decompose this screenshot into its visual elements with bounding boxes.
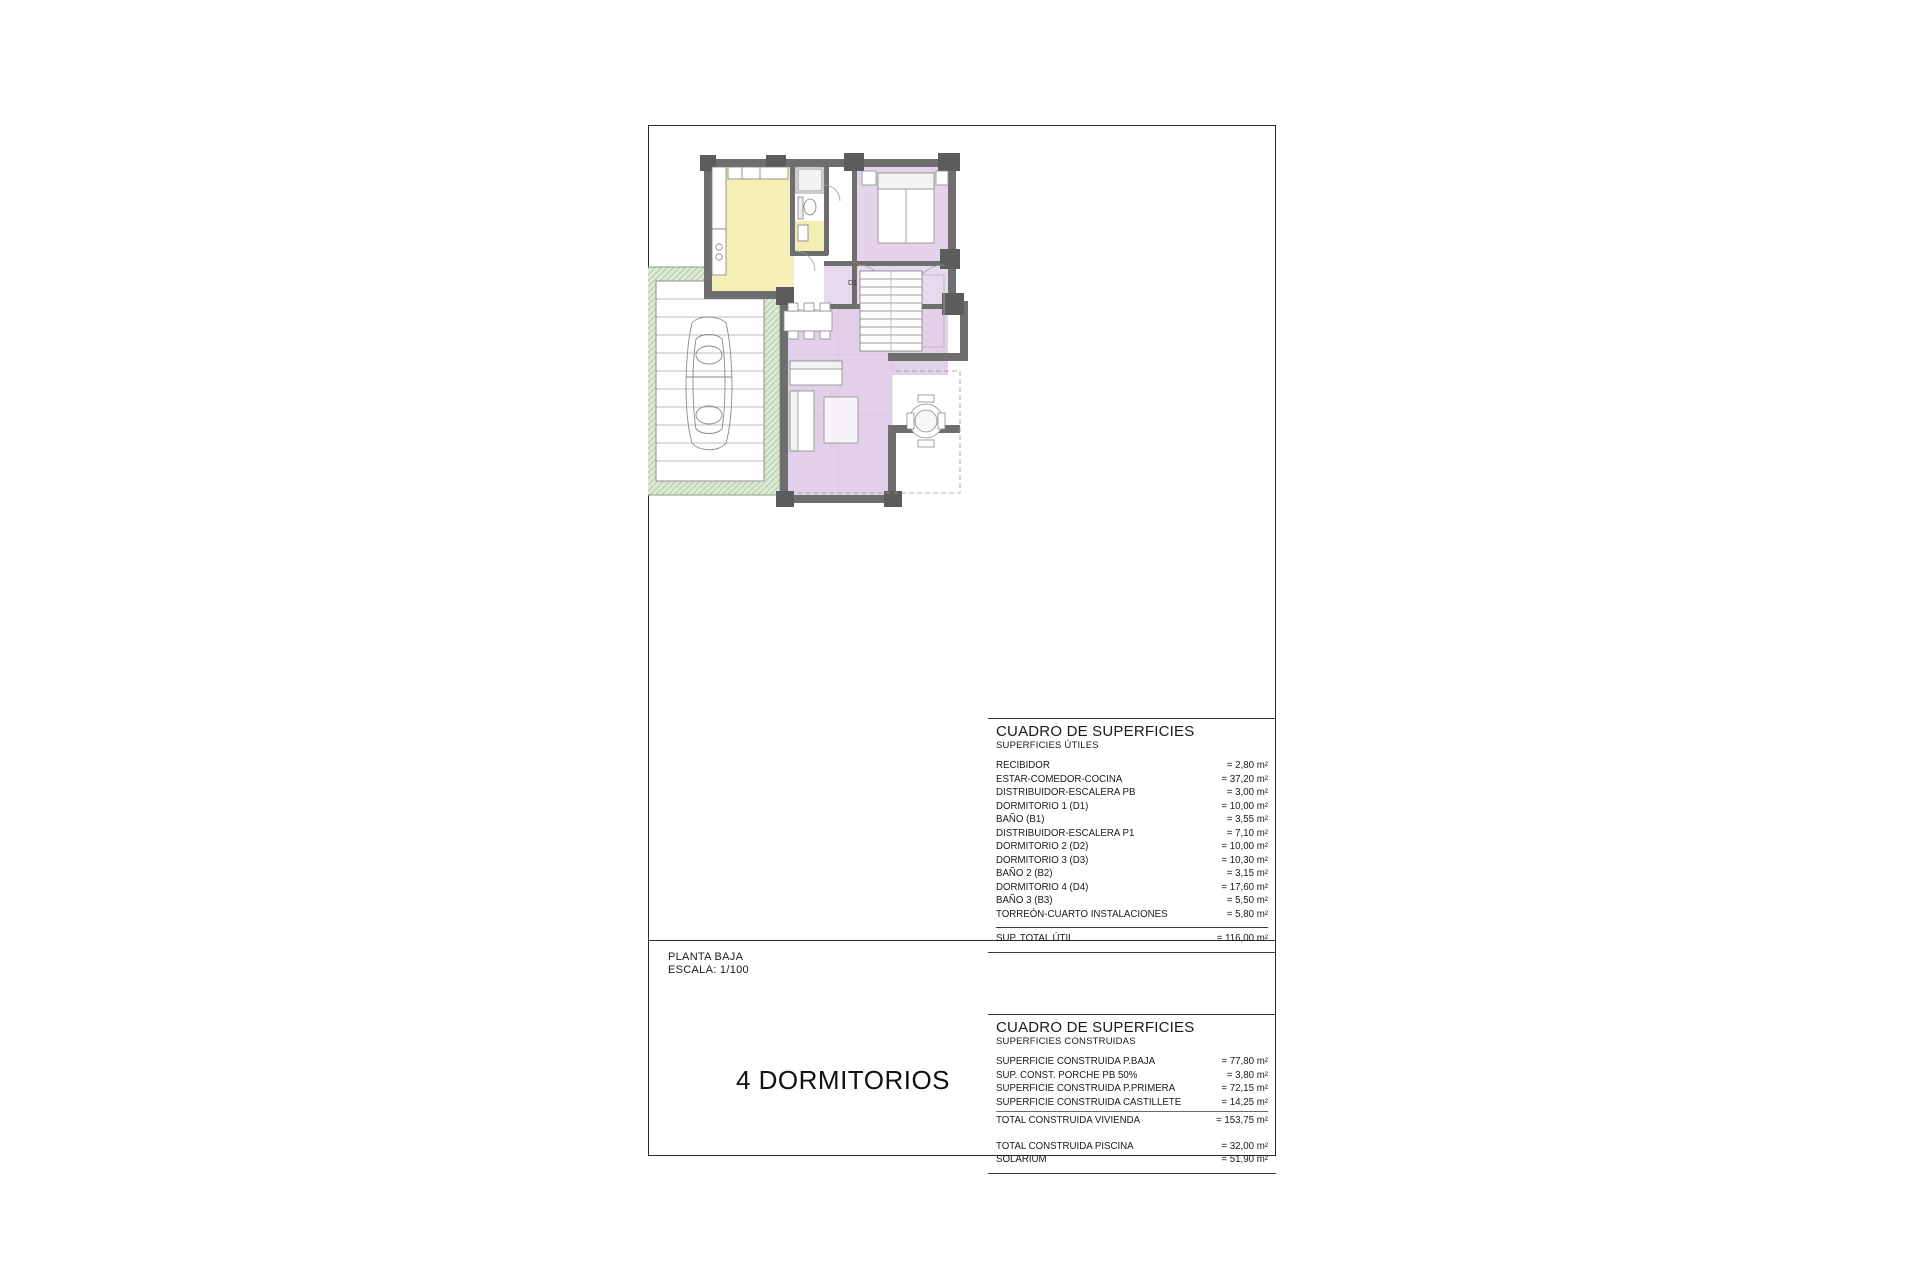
row-label: SUP. CONST. PORCHE PB 50% (996, 1069, 1138, 1081)
row-label: DORMITORIO 1 (D1) (996, 800, 1089, 812)
table-row (996, 881, 1268, 895)
row-label: SUPERFICIE CONSTRUIDA CASTILLETE (996, 1096, 1182, 1108)
table-row (996, 759, 1268, 773)
floor-plan-drawing (648, 125, 1276, 685)
row-label: BAÑO 3 (B3) (996, 895, 1053, 906)
row-value: = 3,55 m² (1226, 814, 1268, 825)
row-value: = 10,00 m² (1221, 800, 1268, 812)
plan-caption-line2: ESCALA: 1/100 (668, 964, 749, 976)
row-value: = 2,80 m² (1226, 760, 1268, 771)
row-label: TOTAL CONSTRUIDA PISCINA (996, 1140, 1134, 1152)
row-label: DISTRIBUIDOR-ESCALERA PB (996, 787, 1136, 798)
table-row (996, 786, 1268, 800)
row-value: = 10,30 m² (1221, 854, 1268, 866)
row-label: DISTRIBUIDOR-ESCALERA P1 (996, 827, 1135, 839)
table-row (996, 1096, 1268, 1110)
surface-table-useful (988, 718, 1276, 953)
table-row (996, 854, 1268, 868)
table-row (996, 908, 1268, 922)
surface-table-useful-title: CUADRO DE SUPERFICIES (996, 723, 1195, 740)
plan-caption (668, 951, 749, 977)
table-row (996, 1069, 1268, 1083)
row-value: = 77,80 m² (1221, 1056, 1268, 1067)
surface-table-built (988, 1014, 1276, 1174)
row-value: = 3,00 m² (1226, 787, 1268, 798)
page-title: 4 DORMITORIOS (735, 1065, 951, 1095)
table-row (996, 813, 1268, 827)
table-row (996, 827, 1268, 841)
garden-area (648, 267, 780, 495)
table-row (996, 867, 1268, 881)
row-label: DORMITORIO 4 (D4) (996, 881, 1089, 893)
row-value: = 7,10 m² (1226, 827, 1268, 839)
table-total-row (996, 932, 1268, 946)
row-value: = 3,15 m² (1226, 868, 1268, 879)
table-rule (996, 927, 1268, 928)
surface-table-built-title: CUADRO DE SUPERFICIES (996, 1019, 1195, 1036)
row-label: RECIBIDOR (996, 760, 1050, 771)
row-label: TORREÓN-CUARTO INSTALACIONES (996, 908, 1168, 920)
row-value: = 17,60 m² (1221, 881, 1268, 893)
total-label: TOTAL CONSTRUIDA VIVIENDA (996, 1115, 1141, 1126)
total-value: = 116,00 m² (1216, 933, 1268, 944)
row-value: = 5,50 m² (1226, 895, 1268, 906)
row-label: BAÑO 2 (B2) (996, 868, 1053, 879)
table-row (996, 773, 1268, 787)
surface-table-built-subtitle: SUPERFICIES CONSTRUIDAS (996, 1036, 1136, 1047)
table-rule (996, 1111, 1268, 1112)
row-value: = 37,20 m² (1221, 773, 1268, 785)
row-value: = 10,00 m² (1221, 841, 1268, 852)
total-value: = 153,75 m² (1216, 1115, 1268, 1126)
row-label: DORMITORIO 2 (D2) (996, 841, 1089, 852)
table-spacer (996, 1128, 1268, 1140)
total-label: SUP. TOTAL ÚTIL (996, 933, 1074, 944)
table-row (996, 1153, 1268, 1167)
table-row (996, 894, 1268, 908)
row-value: = 14,25 m² (1221, 1096, 1268, 1108)
row-label: SUPERFICIE CONSTRUIDA P.BAJA (996, 1056, 1156, 1067)
row-label: ESTAR-COMEDOR-COCINA (996, 773, 1123, 785)
row-label: BAÑO (B1) (996, 814, 1045, 825)
surface-table-useful-subtitle: SUPERFICIES ÚTILES (996, 740, 1099, 751)
table-row (996, 800, 1268, 814)
row-label: DORMITORIO 3 (D3) (996, 854, 1089, 866)
row-value: = 72,15 m² (1221, 1083, 1268, 1094)
row-value: = 5,80 m² (1226, 908, 1268, 920)
table-row (996, 840, 1268, 854)
row-label: SOLARIUM (996, 1154, 1047, 1165)
table-row (996, 1140, 1268, 1154)
table-row (996, 1082, 1268, 1096)
row-value: = 32,00 m² (1221, 1140, 1268, 1152)
row-value: = 3,80 m² (1226, 1069, 1268, 1081)
row-label: SUPERFICIE CONSTRUIDA P.PRIMERA (996, 1083, 1176, 1094)
room-label-d1: D1 (848, 280, 857, 287)
table-row (996, 1055, 1268, 1069)
row-value: = 51,90 m² (1221, 1154, 1268, 1165)
plan-caption-line1: PLANTA BAJA (668, 951, 744, 963)
table-total-row (996, 1114, 1268, 1128)
